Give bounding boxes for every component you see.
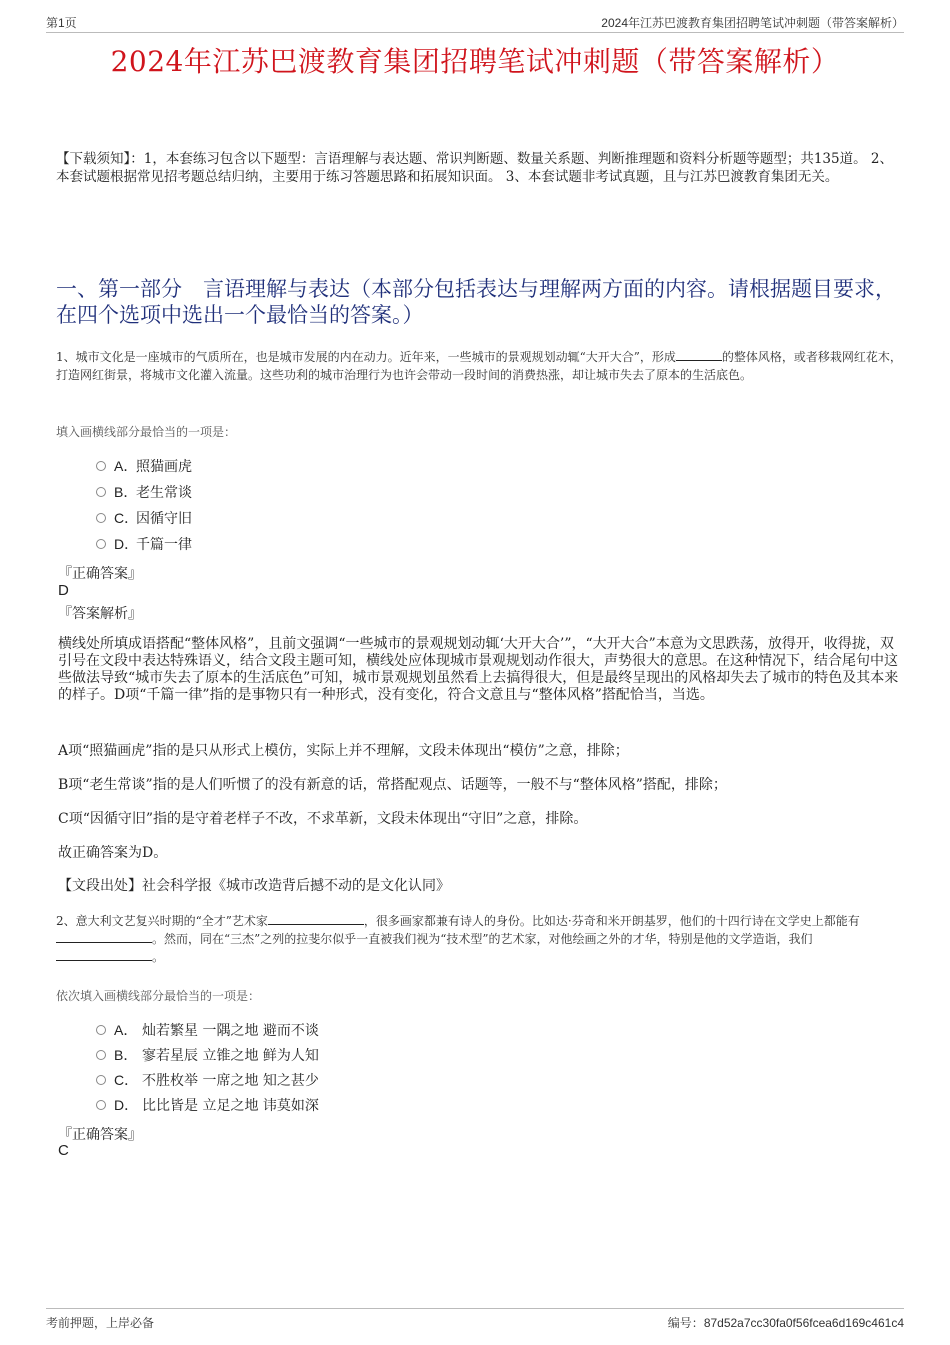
radio-icon[interactable] [96,1075,106,1085]
q1-analysis-main: 横线处所填成语搭配“整体风格”，且前文强调“一些城市的景观规划动辄‘大开大合’”，“大开大合”本意为文思跌荡，放得开，收得拢，双引号在文段中表达特殊语义，结合文段主题可知，横线处应体现城市景观规划动作很大，声势很大的意思。在这种情况下，结合尾句中这些做法导致“城市失去了原本的生活底色”可知，城市景观规划虽然看上去搞得很大，但是最终呈现出的风格却失去了城市的特色及其本来的样子。D项“千篇一律”指的是事物只有一种形式，没有变化，符合文意且与“整体风格”搭配恰当，当选。 [58,636,899,703]
radio-icon[interactable] [96,1025,106,1035]
q2-blank-2 [56,930,152,943]
radio-icon[interactable] [96,461,106,471]
section-heading: 一、第一部分 言语理解与表达（本部分包括表达与理解两方面的内容。请根据题目要求，在四个选项中选出一个最恰当的答案。） [56,277,896,327]
q1-analysis-b: B项“老生常谈”指的是人们听惯了的没有新意的话，常搭配观点、话题等，一般不与“整体风格”搭配，排除； [58,777,727,793]
q2-option-a[interactable]: A． 灿若繁星 一隅之地 避而不谈 [96,1021,319,1040]
q1-source: 【文段出处】社会科学报《城市改造背后撼不动的是文化认同》 [58,878,450,894]
header-divider [46,32,904,33]
q1-option-a[interactable]: A．照猫画虎 [96,457,192,476]
download-notice: 【下载须知】：1，本套练习包含以下题型：言语理解与表达题、常识判断题、数量关系题、判断推理题和资料分析题等题型；共135道。 2、本套试题根据常见招考题总结归纳，主要用于练习答题思路和拓展知识面。 3、本套试题非考试真题，且与江苏巴渡教育集团无关。 [56,151,893,185]
q1-answer: D [58,582,69,599]
question-2-stem: 2、意大利文艺复兴时期的“全才”艺术家 ，很多画家都兼有诗人的身份。比如达·芬奇和米开朗基罗，他们的十四行诗在文学史上都能有。然而，同在“三杰”之列的拉斐尔似乎一直被我们视为“技术型”的艺术家，对他绘画之外的才华，特别是他的文学造诣，我们。 [56,914,860,964]
q1-prompt: 填入画横线部分最恰当的一项是： [56,425,237,439]
page-footer [46,1314,904,1332]
footer-slogan: 考前押题，上岸必备 [46,1316,155,1330]
q1-option-b[interactable]: B．老生常谈 [96,483,192,502]
q2-prompt: 依次填入画横线部分最恰当的一项是： [56,989,261,1003]
radio-icon[interactable] [96,539,106,549]
q2-option-d[interactable]: D． 比比皆是 立足之地 讳莫如深 [96,1096,319,1115]
q2-correct-label: 『正确答案』 [58,1127,142,1143]
q2-option-b[interactable]: B． 寥若星辰 立锥之地 鲜为人知 [96,1046,319,1065]
q2-option-c[interactable]: C． 不胜枚举 一席之地 知之甚少 [96,1071,319,1090]
radio-icon[interactable] [96,487,106,497]
radio-icon[interactable] [96,1050,106,1060]
document-title: 2024年江苏巴渡教育集团招聘笔试冲刺题（带答案解析） [110,45,840,78]
q1-analysis-conclusion: 故正确答案为D。 [58,845,168,861]
q1-correct-label: 『正确答案』 [58,566,142,582]
page-header [46,14,904,32]
header-doc-title: 2024年江苏巴渡教育集团招聘笔试冲刺题（带答案解析） [601,16,904,30]
q1-stem-after: 的整体风格，或者移栽网红花木，打造网红街景，将城市文化灌入流量。这些功利的城市治理行为也许会带动一段时间的消费热涨，却让城市失去了原本的生活底色。 [56,350,902,382]
q1-analysis-a: A项“照猫画虎”指的是只从形式上模仿，实际上并不理解，文段未体现出“模仿”之意，排除； [58,743,629,759]
question-1-stem [56,348,906,384]
radio-icon[interactable] [96,513,106,523]
q1-analysis-c: C项“因循守旧”指的是守着老样子不改，不求革新，文段未体现出“守旧”之意，排除。 [58,811,588,827]
page-number: 第1页 [46,16,77,30]
q2-answer: C [58,1142,69,1159]
q1-blank [676,348,722,361]
q1-analysis-label: 『答案解析』 [58,606,142,622]
q1-stem-before: 1、城市文化是一座城市的气质所在，也是城市发展的内在动力。近年来，一些城市的景观规划动辄“大开大合”，形成 [56,350,676,364]
radio-icon[interactable] [96,1100,106,1110]
footer-code: 编号：87d52a7cc30fa0f56fcea6d169c461c4 [667,1316,904,1330]
q2-blank-1 [268,912,364,925]
q2-blank-3 [56,948,152,961]
footer-divider [46,1308,904,1309]
q1-option-c[interactable]: C．因循守旧 [96,509,192,528]
q1-option-d[interactable]: D．千篇一律 [96,535,192,554]
